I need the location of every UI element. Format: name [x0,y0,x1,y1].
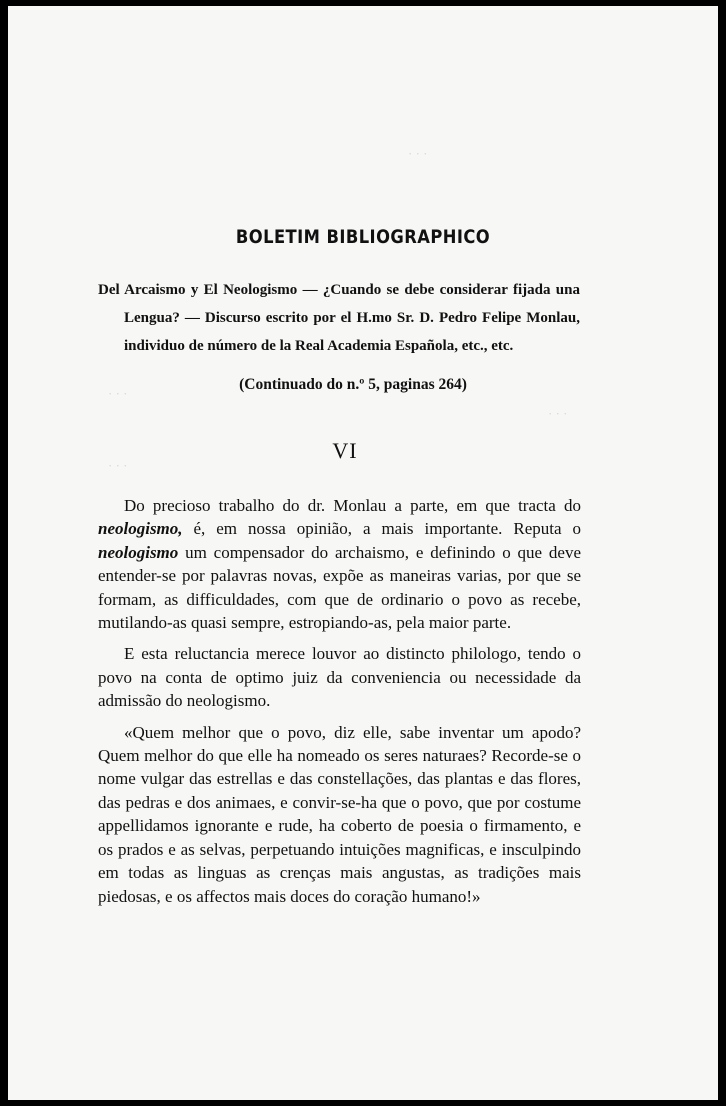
article-body [98,494,581,916]
italic-term: neologismo [98,542,179,562]
bleed-through-mark: · · · [408,146,428,161]
bleed-through-mark: · · · [108,458,128,473]
citation-line [98,276,580,304]
citation-line-text: Del Arcaismo y El Neologismo — ¿Cuando se debe considerar fijada una [98,282,580,298]
section-heading: BOLETIM BIBLIOGRAPHICO [235,226,491,248]
bleed-through-mark: · · · [548,406,568,421]
bleed-through-mark: · · · [108,386,128,401]
paragraph: E esta reluctancia merece louvor ao distincto philologo, tendo o povo na conta de optimo juiz da conveniencia ou necessidade da admissão do neologismo. [98,644,581,711]
paragraph-text: um compensador do archaismo, e definindo o que deve entender-se por palavras novas, expõe as maneiras varias, por que se formam, as difficuldades, com que de ordinario o povo as recebe, mutilando-as quasi sempre, estropiando-as, pela maior parte. [98,542,581,633]
section-number: VI [332,438,358,463]
continuation-note: (Continuado do n.º 5, paginas 264) [239,376,467,393]
paragraph-text: Do precioso trabalho do dr. Monlau a parte, em que tracta do [124,496,581,515]
citation-line-text: Lengua? — Discurso escrito por el H.mo Sr. D. Pedro Felipe Monlau, [124,310,580,326]
page [8,6,718,1100]
paragraph [98,494,581,634]
paragraph-text: é, em nossa opinião, a mais importante. Reputa o [182,519,581,539]
citation-line [98,304,580,332]
citation-line [98,332,580,360]
citation-line-text: individuo de número de la Real Academia Española, etc., etc. [124,338,514,354]
italic-term: neologismo, [98,519,183,539]
paragraph: «Quem melhor que o povo, diz elle, sabe inventar um apodo? Quem melhor do que elle ha nomeado os seres naturaes? Recorde-se o nome vulgar das estrellas e das constellações, das plantas e das flores, das pedras e dos animaes, e convir-se-ha que o povo, que por costume appellidamos ignorante e rude, ha coberto de poesia o firmamento, e os prados e as selvas, perpetuando intuições magnificas, e insculpindo em todas as linguas as crenças mais angustas, as tradições mais piedosas, e os affectos mais doces do coração humano!» [98,722,581,906]
book-citation [98,276,580,360]
